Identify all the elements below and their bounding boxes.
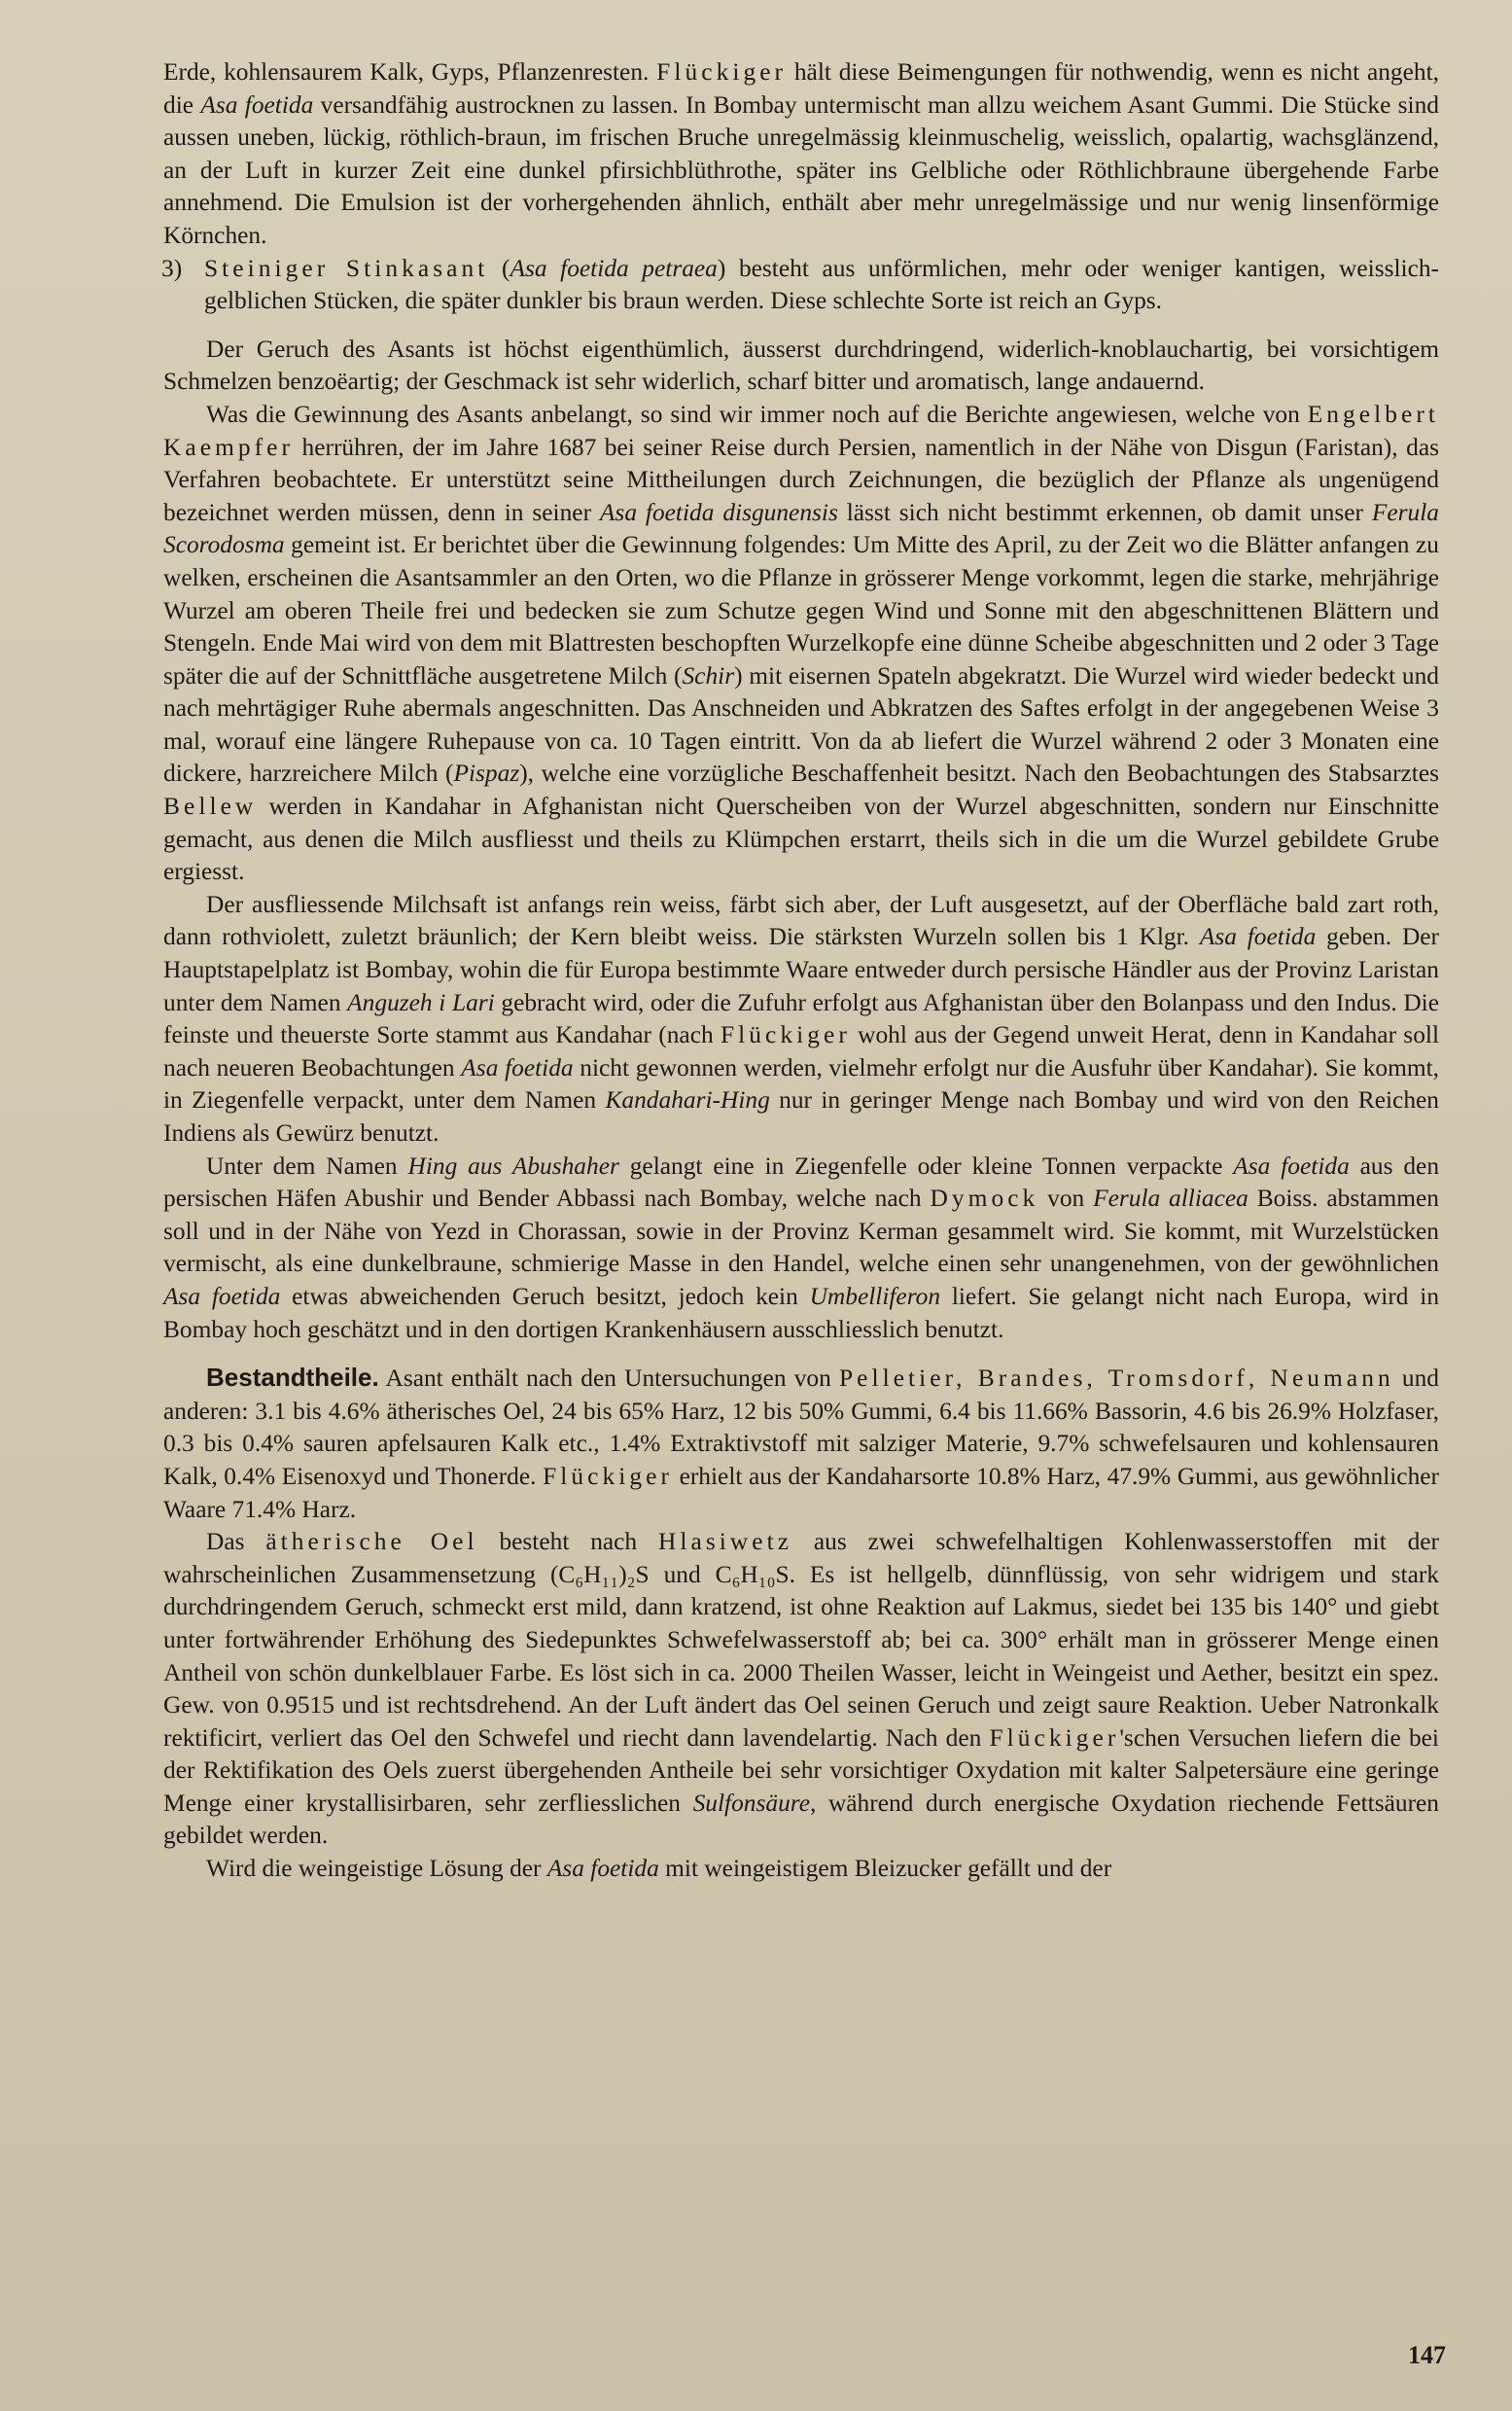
paragraph: [163, 56, 1439, 253]
text-run: Hing aus Abushaher: [407, 1152, 619, 1180]
text-run: Der Geruch des Asants ist höchst eigenthümlich, äusserst durchdringend, widerlich-knoblauchartig, bei vorsichtigem Schmelzen benzoëartig; der Geschmack ist sehr widerlich, scharf bitter und aromatisch, lange andauernd.: [163, 335, 1439, 396]
text-run: Pelletier, Brandes, Tromsdorf, Neumann: [838, 1365, 1394, 1393]
text-run: Ferula Scorodosma: [163, 498, 1439, 559]
paragraph: [163, 1151, 1439, 1347]
text-run: Flückiger: [656, 58, 788, 86]
text-run: Schir: [682, 661, 735, 690]
text-run: Ferula alliacea: [1093, 1185, 1248, 1213]
paragraph-gap: [163, 318, 1439, 334]
text-run: Flückiger: [720, 1021, 851, 1049]
text-run: ), welche eine vorzügliche Beschaffenheit besitzt. Nach den Beobachtungen des Stabsarztes: [519, 760, 1439, 788]
text-run: gemeint ist. Er berichtet über die Gewinnung folgendes: Um Mitte des April, zu der Zeit wo die Blätter anfangen zu welken, erscheinen die Asantsammler an den Orten, wo die Pflanze in grösserer Menge vorkommt, legen die starke, mehrjährige Wurzel am oberen Theile frei und bedecken sie zum Schutze gegen Wind und Sonne mit den abgeschnittenen Blättern und Stengeln. Ende Mai wird von dem mit Blattresten beschopften Wurzelkopfe eine dünne Scheibe abgeschnitten und 2 oder 3 Tage später die auf der Schnittfläche ausgetretene Milch (: [163, 531, 1439, 690]
text-run: wohl aus der Gegend unweit Herat, denn in Kandahar soll nach neueren Beobachtungen: [163, 1021, 1439, 1081]
text-run: besteht nach: [477, 1528, 658, 1556]
text-run: Asa foetida: [1233, 1152, 1350, 1180]
text-run: Wird die weingeistige Lösung der: [206, 1855, 547, 1883]
body-text: [163, 56, 1439, 1886]
text-run: aus den persischen Häfen Abushir und Bender Abbassi nach Bombay, welche nach: [163, 1152, 1440, 1213]
section-paragraph: [163, 1362, 1439, 1526]
text-run: (: [488, 254, 510, 282]
text-run: aus zwei schwefelhaltigen Kohlenwasserstoffen mit der wahrscheinlichen Zusammensetzung (C₆H₁₁)₂S und C₆H₁₀S. Es ist hellgelb, dünnflüssig, von sehr widrigem und stark durchdringendem Geruch, schmeckt erst mild, dann kratzend, ist ohne Reaktion auf Lakmus, siedet bei 135 bis 140° und giebt unter fortwährender Erhöhung des Siedepunktes Schwefelwasserstoff ab; bei ca. 300° erhält man in grösserer Menge einen Antheil von schön dunkelblauer Farbe. Es löst sich in ca. 2000 Theilen Wasser, leicht in Weingeist und Aether, besitzt ein spez. Gew. von 0.9515 und ist rechtsdrehend. An der Luft ändert das Oel seinen Geruch und zeigt saure Reaktion. Ueber Natronkalk rektificirt, verliert das Oel den Schwefel und riecht dann lavendelartig. Nach den: [163, 1528, 1439, 1752]
text-run: Flückiger: [989, 1723, 1120, 1752]
text-run: Der ausfliessende Milchsaft ist anfangs rein weiss, färbt sich aber, der Luft ausgesetzt, auf der Oberfläche bald zart roth, dann rothviolett, zuletzt bräunlich; der Kern bleibt weiss. Die stärksten Wurzeln sollen bis 1 Klgr.: [163, 890, 1439, 951]
text-run: Pispaz: [453, 760, 520, 788]
text-run: herrühren, der im Jahre 1687 bei seiner Reise durch Persien, namentlich in der Nähe von Disgun (Faristan), das Verfahren beobachtete. Er unterstützt seine Mittheilungen durch Zeichnungen, die bezüglich der Pflanze als ungenügend bezeichnet werden müssen, denn in seiner: [163, 433, 1439, 526]
paragraph: [163, 889, 1439, 1151]
text-run: gebracht wird, oder die Zufuhr erfolgt aus Afghanistan über den Bolanpass und den Indus. Die feinste und theuerste Sorte stammt aus Kandahar (nach: [163, 988, 1440, 1049]
item-number: 3): [161, 254, 183, 282]
paragraph: [163, 334, 1439, 399]
paragraph: [163, 1853, 1439, 1886]
text-run: liefert. Sie gelangt nicht nach Europa, wird in Bombay hoch geschätzt und in den dortigen Krankenhäusern ausschliesslich benutzt.: [163, 1282, 1440, 1343]
text-run: Flückiger: [543, 1462, 673, 1490]
text-run: ) besteht aus unförmlichen, mehr oder weniger kantigen, weisslich-gelblichen Stücken, die später dunkler bis braun werden. Diese schlechte Sorte ist reich an Gyps.: [204, 254, 1439, 315]
text-run: ) mit eisernen Spateln abgekratzt. Die Wurzel wird wieder bedeckt und nach mehrtägiger Ruhe abermals angeschnitten. Das Anschneiden und Abkratzen des Saftes erfolgt in der angegebenen Weise 3 mal, worauf eine längere Ruhepause von ca. 10 Tagen eintritt. Von da ab liefert die Wurzel während 2 oder 3 Monaten eine dickere, harzreichere Milch (: [163, 661, 1439, 788]
text-run: Asant enthält nach den Untersuchungen von: [378, 1365, 839, 1393]
text-run: erhielt aus der Kandaharsorte 10.8% Harz, 47.9% Gummi, aus gewöhnlicher Waare 71.4% Harz.: [163, 1462, 1439, 1523]
text-run: nicht gewonnen werden, vielmehr erfolgt nur die Ausfuhr über Kandahar). Sie kommt, in Ziegenfelle verpackt, unter dem Namen: [163, 1053, 1439, 1115]
text-run: Das: [206, 1528, 266, 1556]
text-run: Erde, kohlensaurem Kalk, Gyps, Pflanzenresten.: [163, 58, 657, 86]
text-run: Asa foetida disgunensis: [599, 498, 838, 526]
text-run: Asa foetida: [200, 90, 314, 119]
text-run: ätherische Oel: [265, 1528, 478, 1556]
text-run: Boiss. abstammen soll und in der Nähe von Yezd in Chorassan, sowie in der Provinz Kerman gesammelt wird. Sie kommt, mit Wurzelstücken vermischt, als eine dunkelbraune, schmierige Masse in den Handel, welche einen sehr unangenehmen, von der gewöhnlichen: [163, 1185, 1439, 1278]
text-run: Hlasiwetz: [657, 1528, 793, 1556]
text-run: von: [1038, 1185, 1094, 1213]
text-run: werden in Kandahar in Afghanistan nicht Querscheiben von der Wurzel abgeschnitten, sondern nur Einschnitte gemacht, aus denen die Milch ausfliesst und theils zu Klümpchen erstarrt, theils sich in die um die Wurzel gebildete Grube ergiesst.: [163, 793, 1439, 886]
text-run: Asa foetida: [163, 1282, 281, 1310]
text-run: Was die Gewinnung des Asants anbelangt, so sind wir immer noch auf die Berichte angewiesen, welche von: [206, 400, 1308, 428]
text-run: Kandahari-Hing: [605, 1086, 770, 1115]
text-run: Asa foetida: [461, 1053, 574, 1081]
text-run: Umbelliferon: [809, 1282, 941, 1310]
text-run: gelangt eine in Ziegenfelle oder kleine Tonnen verpackte: [618, 1152, 1234, 1180]
paragraph: [163, 1526, 1439, 1853]
text-run: Anguzeh i Lari: [347, 988, 495, 1016]
text-run: Bellew: [163, 793, 258, 821]
page-number: 147: [1408, 2341, 1446, 2369]
text-run: Engelbert Kaempfer: [163, 400, 1439, 461]
text-run: etwas abweichenden Geruch besitzt, jedoch kein: [280, 1282, 810, 1310]
text-run: Unter dem Namen: [206, 1152, 408, 1180]
text-run: nur in geringer Menge nach Bombay und wird von den Reichen Indiens als Gewürz benutzt.: [163, 1086, 1439, 1147]
numbered-item: [163, 253, 1439, 318]
text-run: 'schen Versuchen liefern die bei der Rektifikation des Oels zuerst übergehenden Antheile bei sehr vorsichtiger Oxydation mit kalter Salpetersäure eine geringe Menge einer krystallisirbaren, sehr zerfliesslichen: [163, 1723, 1439, 1817]
text-run: Asa foetida petraea: [510, 254, 718, 282]
paragraph: [163, 399, 1439, 889]
text-run: versandfähig austrocknen zu lassen. In Bombay untermischt man allzu weichem Asant Gummi. Die Stücke sind aussen uneben, lückig, röthlich-braun, im frischen Bruche unregelmässig kleinmuschelig, weisslich, opalartig, wachsglänzend, an der Luft in kurzer Zeit eine dunkel pfirsichblüthrothe, später ins Gelbliche oder Röthlichbraune übergehende Farbe annehmend. Die Emulsion ist der vorhergehenden ähnlich, enthält aber mehr unregelmässige und nur wenig linsenförmige Körnchen.: [163, 90, 1440, 249]
text-run: mit weingeistigem Bleizucker gefällt und der: [658, 1855, 1112, 1883]
text-run: Dymock: [930, 1185, 1039, 1213]
text-run: Asa foetida: [1199, 923, 1317, 951]
section-heading: Bestandtheile.: [206, 1363, 379, 1393]
text-run: , während durch energische Oxydation riechende Fettsäuren gebildet werden.: [163, 1789, 1439, 1850]
text-run: hält diese Beimengungen für nothwendig, wenn es nicht angeht, die: [163, 58, 1439, 119]
text-run: Sulfonsäure: [692, 1789, 810, 1817]
text-run: und anderen: 3.1 bis 4.6% ätherisches Oel, 24 bis 65% Harz, 12 bis 50% Gummi, 6.4 bis 11.66% Bassorin, 4.6 bis 26.9% Holzfaser, 0.3 bis 0.4% sauren apfelsauren Kalk etc., 1.4% Extraktivstoff mit salziger Materie, 9.7% schwefelsauren und kohlensauren Kalk, 0.4% Eisenoxyd und Thonerde.: [163, 1365, 1439, 1490]
text-run: geben. Der Hauptstapelplatz ist Bombay, wohin die für Europa bestimmte Waare entweder durch persische Händler aus der Provinz Laristan unter dem Namen: [163, 923, 1440, 1016]
paragraph-gap: [163, 1346, 1439, 1362]
text-run: Steiniger Stinkasant: [204, 254, 489, 282]
text-run: lässt sich nicht bestimmt erkennen, ob damit unser: [837, 498, 1372, 526]
item-text: [204, 253, 1439, 318]
text-run: Asa foetida: [546, 1855, 659, 1883]
